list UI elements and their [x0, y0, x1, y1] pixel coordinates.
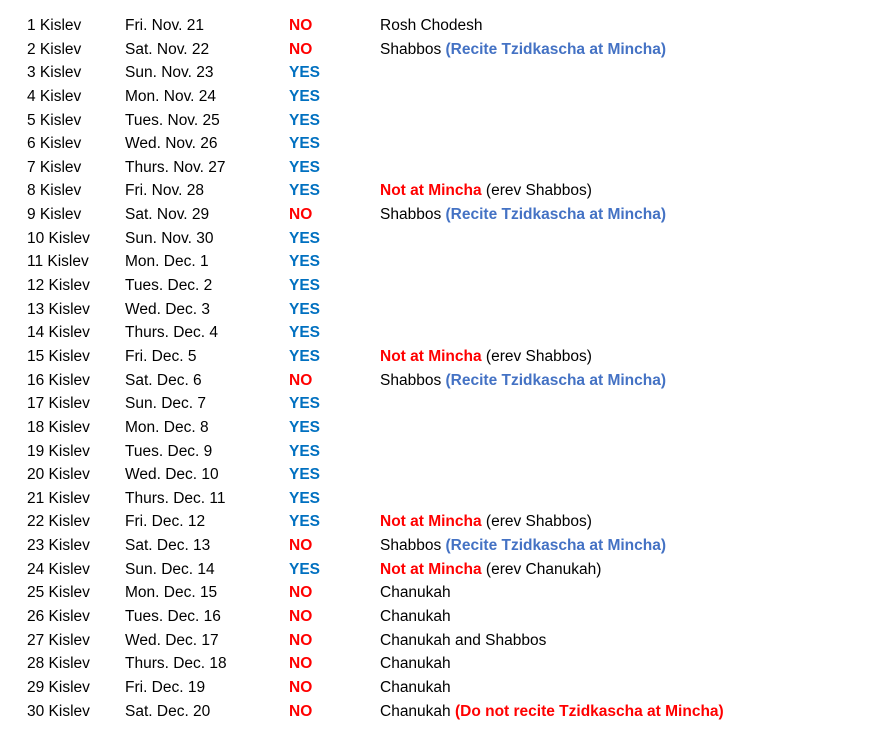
table-row	[0, 109, 871, 133]
hebrew-date-cell: 26 Kislev	[27, 608, 90, 626]
civil-date-cell: Sat. Nov. 22	[125, 40, 210, 58]
table-row	[0, 700, 871, 724]
hebrew-date-cell: 1 Kislev	[27, 17, 82, 34]
civil-date-cell: Sun. Dec. 14	[125, 560, 215, 578]
note-text: Shabbos	[380, 206, 446, 224]
recite-flag-cell: NO	[289, 537, 313, 555]
recite-flag-cell: YES	[289, 64, 321, 82]
civil-date-cell: Fri. Dec. 5	[125, 347, 197, 365]
table-row	[0, 676, 871, 700]
civil-date-cell: Sun. Nov. 30	[125, 229, 214, 247]
recite-flag-cell: YES	[289, 560, 321, 578]
hebrew-date-cell: 29 Kislev	[27, 678, 90, 696]
recite-flag-cell: YES	[289, 229, 321, 247]
recite-flag-cell: NO	[289, 206, 313, 224]
recite-flag-cell: YES	[289, 347, 321, 365]
recite-flag-cell: NO	[289, 17, 313, 34]
note-cell	[380, 179, 592, 203]
note-text: Chanukah	[380, 655, 451, 673]
hebrew-date-cell: 8 Kislev	[27, 182, 82, 200]
civil-date-cell: Fri. Nov. 28	[125, 182, 204, 200]
recite-flag-cell: YES	[289, 395, 321, 413]
recite-flag-cell: YES	[289, 300, 321, 318]
note-text: (erev Chanukah)	[481, 560, 602, 578]
note-emphasis: (Recite Tzidkascha at Mincha)	[445, 206, 667, 224]
hebrew-date-cell: 7 Kislev	[27, 158, 82, 176]
recite-flag-cell: NO	[289, 608, 313, 626]
civil-date-cell: Wed. Dec. 10	[125, 466, 219, 484]
civil-date-cell: Sat. Nov. 29	[125, 206, 210, 224]
civil-date-cell: Sat. Dec. 20	[125, 702, 211, 720]
note-cell	[380, 369, 666, 393]
note-cell	[380, 676, 451, 700]
table-row	[0, 38, 871, 62]
hebrew-date-cell: 3 Kislev	[27, 64, 82, 82]
civil-date-cell: Tues. Dec. 16	[125, 608, 221, 626]
hebrew-date-cell: 16 Kislev	[27, 371, 90, 389]
table-row	[0, 605, 871, 629]
table-row	[0, 416, 871, 440]
recite-flag-cell: YES	[289, 182, 321, 200]
recite-flag-cell: YES	[289, 466, 321, 484]
table-row	[0, 321, 871, 345]
recite-flag-cell: YES	[289, 277, 321, 295]
note-text: (erev Shabbos)	[481, 182, 592, 200]
recite-flag-cell: YES	[289, 324, 321, 342]
hebrew-date-cell: 20 Kislev	[27, 466, 90, 484]
note-emphasis: Not at Mincha	[380, 560, 482, 578]
note-text: Rosh Chodesh	[380, 17, 483, 34]
note-text: Shabbos	[380, 537, 446, 555]
hebrew-date-cell: 25 Kislev	[27, 584, 90, 602]
civil-date-cell: Mon. Nov. 24	[125, 87, 217, 105]
hebrew-date-cell: 14 Kislev	[27, 324, 90, 342]
note-text: Chanukah	[380, 702, 455, 720]
recite-flag-cell: YES	[289, 135, 321, 153]
note-emphasis: (Recite Tzidkascha at Mincha)	[445, 40, 667, 58]
civil-date-cell: Tues. Dec. 9	[125, 442, 213, 460]
table-row	[0, 392, 871, 416]
hebrew-date-cell: 21 Kislev	[27, 489, 90, 507]
table-row	[0, 463, 871, 487]
table-row	[0, 274, 871, 298]
note-text: Chanukah	[380, 678, 451, 696]
civil-date-cell: Thurs. Dec. 18	[125, 655, 227, 673]
table-row	[0, 652, 871, 676]
table-row	[0, 510, 871, 534]
recite-flag-cell: YES	[289, 158, 321, 176]
hebrew-date-cell: 6 Kislev	[27, 135, 82, 153]
note-emphasis: Not at Mincha	[380, 182, 482, 200]
civil-date-cell: Mon. Dec. 1	[125, 253, 209, 271]
hebrew-date-cell: 12 Kislev	[27, 277, 90, 295]
civil-date-cell: Tues. Nov. 25	[125, 111, 220, 129]
civil-date-cell: Tues. Dec. 2	[125, 277, 213, 295]
note-emphasis: (Recite Tzidkascha at Mincha)	[445, 371, 667, 389]
recite-flag-cell: YES	[289, 513, 321, 531]
civil-date-cell: Wed. Dec. 17	[125, 631, 219, 649]
recite-flag-cell: YES	[289, 253, 321, 271]
hebrew-date-cell: 18 Kislev	[27, 418, 90, 436]
note-cell	[380, 14, 483, 38]
hebrew-date-cell: 28 Kislev	[27, 655, 90, 673]
note-cell	[380, 510, 592, 534]
recite-flag-cell: YES	[289, 111, 321, 129]
civil-date-cell: Sat. Dec. 13	[125, 537, 211, 555]
hebrew-date-cell: 10 Kislev	[27, 229, 90, 247]
table-row	[0, 558, 871, 582]
note-text: Chanukah	[380, 584, 451, 602]
hebrew-date-cell: 9 Kislev	[27, 206, 82, 224]
table-row	[0, 345, 871, 369]
note-cell	[380, 534, 666, 558]
note-emphasis: (Do not recite Tzidkascha at Mincha)	[454, 702, 724, 720]
note-cell	[380, 700, 724, 724]
note-cell	[380, 605, 451, 629]
table-row	[0, 203, 871, 227]
recite-flag-cell: NO	[289, 584, 313, 602]
note-cell	[380, 203, 666, 227]
hebrew-date-cell: 30 Kislev	[27, 702, 90, 720]
table-row	[0, 250, 871, 274]
table-row	[0, 534, 871, 558]
hebrew-date-cell: 2 Kislev	[27, 40, 82, 58]
note-cell	[380, 558, 601, 582]
table-row	[0, 132, 871, 156]
note-cell	[380, 38, 666, 62]
recite-flag-cell: YES	[289, 489, 321, 507]
table-row	[0, 581, 871, 605]
note-text: (erev Shabbos)	[481, 347, 592, 365]
table-row	[0, 298, 871, 322]
note-cell	[380, 652, 451, 676]
civil-date-cell: Sun. Nov. 23	[125, 64, 214, 82]
civil-date-cell: Thurs. Nov. 27	[125, 158, 226, 176]
hebrew-date-cell: 19 Kislev	[27, 442, 90, 460]
civil-date-cell: Thurs. Dec. 4	[125, 324, 219, 342]
note-emphasis: (Recite Tzidkascha at Mincha)	[445, 537, 667, 555]
recite-flag-cell: NO	[289, 40, 313, 58]
table-row	[0, 227, 871, 251]
table-row	[0, 440, 871, 464]
table-row	[0, 85, 871, 109]
hebrew-date-cell: 17 Kislev	[27, 395, 90, 413]
table-row	[0, 369, 871, 393]
hebrew-date-cell: 22 Kislev	[27, 513, 90, 531]
recite-flag-cell: NO	[289, 631, 313, 649]
hebrew-date-cell: 23 Kislev	[27, 537, 90, 555]
note-text: (erev Shabbos)	[481, 513, 592, 531]
note-emphasis: Not at Mincha	[380, 513, 482, 531]
recite-flag-cell: YES	[289, 442, 321, 460]
table-row	[0, 61, 871, 85]
hebrew-date-cell: 4 Kislev	[27, 87, 82, 105]
civil-date-cell: Sun. Dec. 7	[125, 395, 206, 413]
note-cell	[380, 629, 546, 653]
table-row	[0, 487, 871, 511]
hebrew-date-cell: 15 Kislev	[27, 347, 90, 365]
hebrew-date-cell: 5 Kislev	[27, 111, 82, 129]
hebrew-date-cell: 11 Kislev	[27, 253, 89, 271]
note-emphasis: Not at Mincha	[380, 347, 482, 365]
civil-date-cell: Fri. Dec. 19	[125, 678, 206, 696]
table-row	[0, 629, 871, 653]
recite-flag-cell: YES	[289, 418, 321, 436]
civil-date-cell: Wed. Dec. 3	[125, 300, 211, 318]
hebrew-date-cell: 27 Kislev	[27, 631, 90, 649]
civil-date-cell: Wed. Nov. 26	[125, 135, 218, 153]
note-cell	[380, 581, 451, 605]
civil-date-cell: Thurs. Dec. 11	[125, 489, 226, 507]
note-text: Shabbos	[380, 371, 446, 389]
note-text: Shabbos	[380, 40, 446, 58]
note-cell	[380, 345, 592, 369]
table-row	[0, 156, 871, 180]
civil-date-cell: Mon. Dec. 8	[125, 418, 209, 436]
note-text: Chanukah and Shabbos	[380, 631, 547, 649]
recite-flag-cell: NO	[289, 655, 313, 673]
civil-date-cell: Fri. Nov. 21	[125, 17, 204, 34]
hebrew-date-cell: 24 Kislev	[27, 560, 90, 578]
note-text: Chanukah	[380, 608, 451, 626]
civil-date-cell: Fri. Dec. 12	[125, 513, 206, 531]
recite-flag-cell: YES	[289, 87, 321, 105]
hebrew-date-cell: 13 Kislev	[27, 300, 90, 318]
civil-date-cell: Mon. Dec. 15	[125, 584, 218, 602]
recite-flag-cell: NO	[289, 678, 313, 696]
table-row	[0, 14, 871, 38]
recite-flag-cell: NO	[289, 702, 313, 720]
civil-date-cell: Sat. Dec. 6	[125, 371, 202, 389]
recite-flag-cell: NO	[289, 371, 313, 389]
table-row	[0, 179, 871, 203]
